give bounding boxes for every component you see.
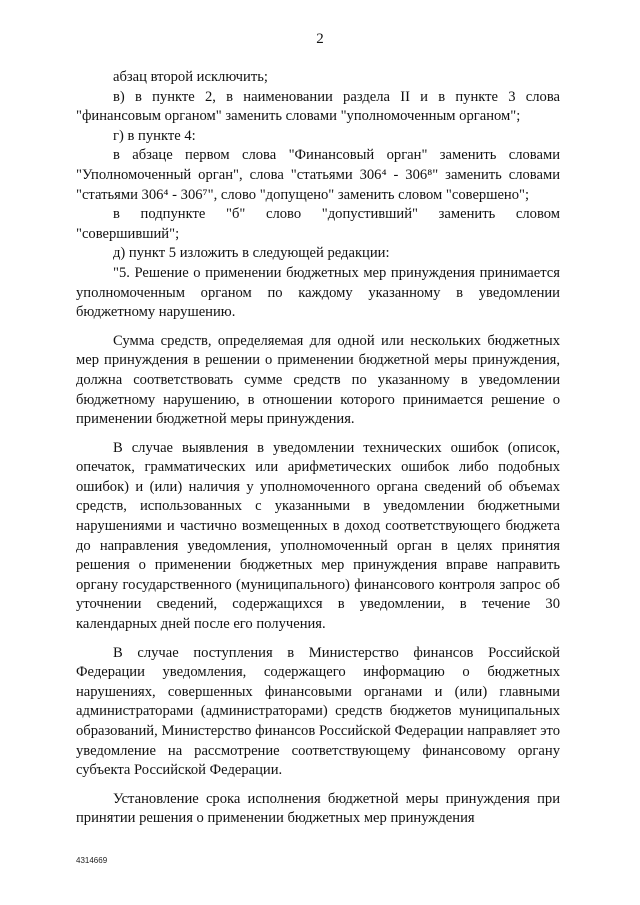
- paragraph: г) в пункте 4:: [113, 127, 196, 144]
- paragraph: д) пункт 5 изложить в следующей редакции:: [113, 245, 390, 262]
- paragraph: в подпункте "б" слово "допустивший" заменить словом "совершивший";: [76, 206, 560, 242]
- paragraph: "5. Решение о применении бюджетных мер принуждения принимается уполномоченным органом по каждому указанному в уведомлении бюджетному нарушению.: [76, 264, 560, 321]
- paragraph: Установление срока исполнения бюджетной меры принуждения при принятии решения о применении бюджетных мер принуждения: [76, 790, 560, 827]
- paragraph: Сумма средств, определяемая для одной или нескольких бюджетных мер принуждения в решении о применении бюджетной меры принуждения, должна соответствовать сумме средств по указанному в уведомлении бюджетному нарушению, в отношении которого принимается решение о применении бюджетной меры принуждения.: [76, 332, 560, 428]
- page-number: 2: [316, 31, 324, 47]
- document-body: [76, 68, 560, 829]
- paragraph: В случае поступления в Министерство финансов Российской Федерации уведомления, содержащего информацию о бюджетных нарушениях, совершенных финансовыми органами и (или) главными администраторами (администраторами) средств бюджетов муниципальных образований, Министерство финансов Российской Федерации направляет это уведомление на рассмотрение соответствующему финансовому органу субъекта Российской Федерации.: [76, 644, 560, 779]
- paragraph: В случае выявления в уведомлении технических ошибок (описок, опечаток, грамматических или арифметических ошибок либо подобных ошибок) и (или) наличия у уполномоченного органа сведений об объемах средств, использованных с указанными в уведомлении бюджетными нарушениями и частично возмещенных в доход соответствующего бюджета до направления уведомления, уполномоченный орган в целях принятия решения о применении бюджетных мер принуждения вправе направить органу государственного (муниципального) финансового контроля запрос об уточнении сведений, содержащихся в уведомлении, в течение 30 календарных дней после его получения.: [76, 439, 560, 633]
- document-code: 4314669: [76, 856, 108, 865]
- paragraph: в абзаце первом слова "Финансовый орган" заменить словами "Уполномоченный орган", слова "статьями 306⁴ - 306⁸" заменить словами "статьями 306⁴ - 306⁷", слово "допущено" заменить словом "совершено";: [76, 147, 560, 203]
- paragraph: абзац второй исключить;: [113, 69, 268, 85]
- paragraph: в) в пункте 2, в наименовании раздела II и в пункте 3 слова "финансовым органом" заменить словами "уполномоченным органом";: [76, 88, 560, 125]
